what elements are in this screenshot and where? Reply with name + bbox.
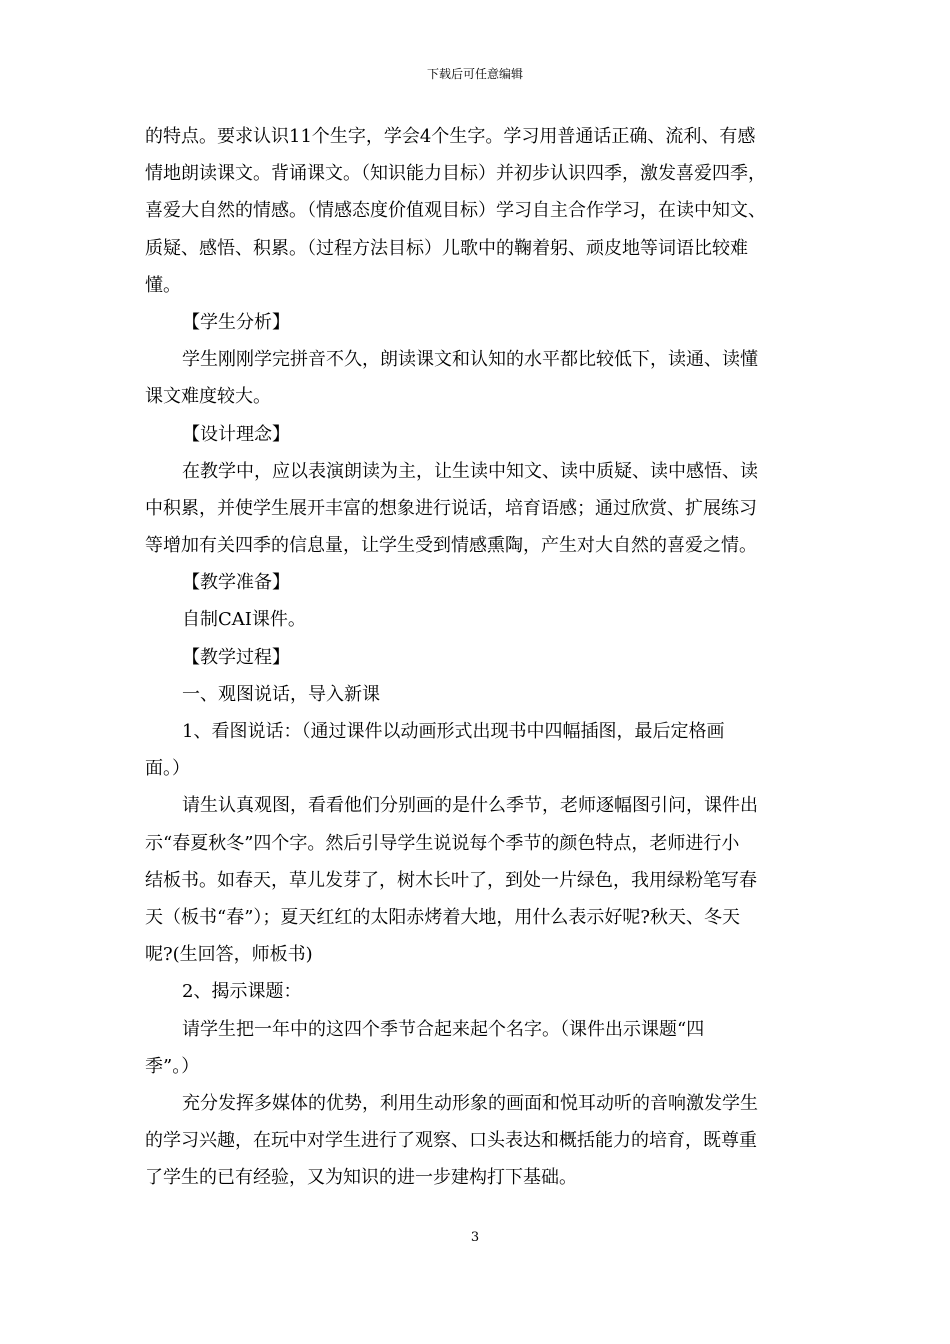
page-header: 下载后可任意编辑 — [426, 67, 523, 81]
section-heading-design-concept: 【设计理念】 — [182, 423, 290, 445]
body-line: 1、看图说话：（通过课件以动画形式出现书中四幅插图，最后定格画 — [182, 721, 725, 742]
section-heading-teaching-prep: 【教学准备】 — [182, 572, 290, 594]
body-line: 学生刚刚学完拼音不久，朗读课文和认知的水平都比较低下，读通、读懂 — [182, 349, 758, 371]
subheading-reveal-title: 2、揭示课题： — [182, 981, 302, 1003]
body-line: 的学习兴趣，在玩中对学生进行了观察、口头表达和概括能力的培育，既尊重 — [145, 1130, 757, 1152]
body-line: 的特点。要求认识11个生字，学会4个生字。学习用普通话正确、流利、有感 — [145, 126, 756, 147]
body-line: 课文难度较大。 — [145, 386, 271, 408]
body-line: 喜爱大自然的情感。（情感态度价值观目标）学习自主合作学习，在读中知文、 — [145, 200, 766, 222]
document-body — [145, 118, 810, 1196]
subheading-step-one: 一、观图说话，导入新课 — [182, 683, 380, 705]
body-line: 懂。 — [145, 274, 181, 296]
body-line: 在教学中，应以表演朗读为主，让生读中知文、读中质疑、读中感悟、读 — [182, 460, 758, 482]
body-line: 天（板书“春”）；夏天红红的太阳赤烤着大地，用什么表示好呢?秋天、冬天 — [145, 906, 741, 928]
body-line: 呢?(生回答，师板书) — [145, 944, 313, 966]
body-line: 请学生把一年中的这四个季节合起来起个名字。（课件出示课题“四 — [182, 1018, 705, 1040]
body-line: 季”。） — [145, 1055, 200, 1077]
body-line: 等增加有关四季的信息量，让学生受到情感熏陶，产生对大自然的喜爱之情。 — [145, 535, 757, 557]
body-line: 充分发挥多媒体的优势，利用生动形象的画面和悦耳动听的音响激发学生 — [182, 1092, 758, 1114]
section-heading-teaching-process: 【教学过程】 — [182, 646, 290, 668]
body-line: 质疑、感悟、积累。（过程方法目标）儿歌中的鞠着躬、顽皮地等词语比较难 — [145, 237, 748, 259]
body-line: 自制CAI课件。 — [182, 609, 306, 631]
body-line: 面。） — [145, 758, 190, 780]
section-heading-student-analysis: 【学生分析】 — [182, 311, 290, 333]
body-line: 了学生的已有经验，又为知识的进一步建构打下基础。 — [145, 1167, 577, 1189]
body-line: 示“春夏秋冬”四个字。然后引导学生说说每个季节的颜色特点，老师进行小 — [145, 832, 740, 854]
body-line: 中积累，并使学生展开丰富的想象进行说话，培育语感；通过欣赏、扩展练习 — [145, 497, 757, 519]
body-line: 请生认真观图，看看他们分别画的是什么季节，老师逐幅图引问，课件出 — [182, 795, 758, 817]
body-line: 情地朗读课文。背诵课文。（知识能力目标）并初步认识四季，激发喜爱四季， — [145, 163, 766, 185]
body-line: 结板书。如春天，草儿发芽了，树木长叶了，到处一片绿色，我用绿粉笔写春 — [145, 869, 757, 891]
page-number: 3 — [470, 1230, 480, 1245]
